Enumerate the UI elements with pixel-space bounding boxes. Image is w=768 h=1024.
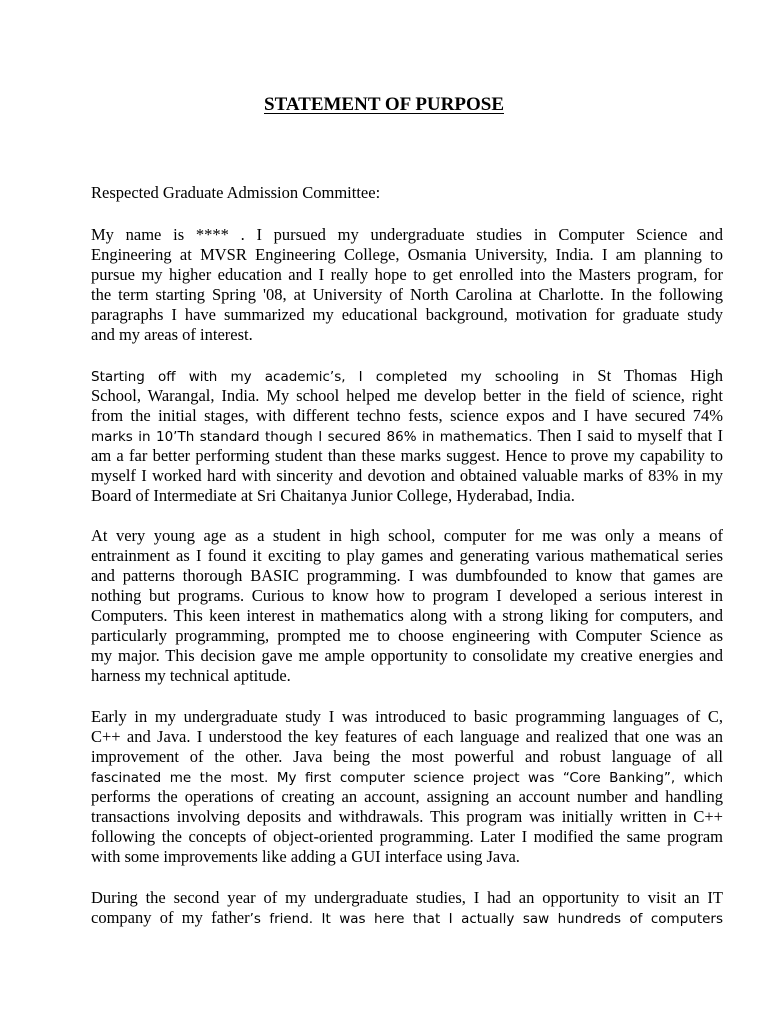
text-line: nothing but programs. Curious to know how to program I developed a serious interest in xyxy=(91,586,723,605)
text-segment: fascinated me the most. My first computer science project was “Core Banking”, which xyxy=(91,770,723,786)
text-line: Board of Intermediate at Sri Chaitanya Junior College, Hyderabad, India. xyxy=(91,486,575,505)
text-line: myself I worked hard with sincerity and devotion and obtained valuable marks of 83% in my xyxy=(91,466,723,485)
text-line: Early in my undergraduate study I was introduced to basic programming languages of C, xyxy=(91,707,723,726)
text-segment: Then I said to myself that I xyxy=(532,426,723,445)
paragraph-undergraduate xyxy=(91,707,723,867)
text-line: C++ and Java. I understood the key features of each language and realized that one was an xyxy=(91,727,723,746)
text-line: improvement of the other. Java being the most powerful and robust language of all xyxy=(91,747,723,766)
text-line: the term starting Spring '08, at University of North Carolina at Charlotte. In the following xyxy=(91,285,723,304)
text-line: At very young age as a student in high school, computer for me was only a means of xyxy=(91,526,723,545)
paragraph-schooling xyxy=(91,366,723,506)
text-line xyxy=(91,366,723,386)
text-line: pursue my higher education and I really hope to get enrolled into the Masters program, for xyxy=(91,265,723,284)
paragraph-early-interest xyxy=(91,526,723,686)
text-segment: Starting off with my academic’s, I completed my schooling in xyxy=(91,369,585,385)
paragraph-introduction xyxy=(91,225,723,345)
text-line: harness my technical aptitude. xyxy=(91,666,291,685)
text-line: and my areas of interest. xyxy=(91,325,253,344)
text-line: and patterns thorough BASIC programming. I was dumbfounded to know that games are xyxy=(91,566,723,585)
salutation: Respected Graduate Admission Committee: xyxy=(91,183,381,202)
text-line: following the concepts of object-oriented programming. Later I modified the same program xyxy=(91,827,723,846)
text-line: with some improvements like adding a GUI interface using Java. xyxy=(91,847,520,866)
text-segment: company of my father xyxy=(91,908,250,927)
text-line: School, Warangal, India. My school helped me develop better in the field of science, right xyxy=(91,386,723,405)
text-line xyxy=(91,908,723,928)
text-line: particularly programming, prompted me to choose engineering with Computer Science as xyxy=(91,626,723,645)
title-text: STATEMENT OF PURPOSE xyxy=(264,94,504,115)
text-line: entrainment as I found it exciting to play games and generating various mathematical series xyxy=(91,546,723,565)
document-title xyxy=(0,92,768,118)
text-line: My name is **** . I pursued my undergraduate studies in Computer Science and xyxy=(91,225,723,244)
text-line xyxy=(91,767,723,787)
text-line: transactions involving deposits and withdrawals. This program was initially written in C++ xyxy=(91,807,723,826)
text-line xyxy=(91,426,723,446)
text-line: Computers. This keen interest in mathematics along with a strong liking for computers, and xyxy=(91,606,723,625)
text-segment: St Thomas High xyxy=(584,366,723,385)
text-line: my major. This decision gave me ample opportunity to consolidate my creative energies and xyxy=(91,646,723,665)
text-line: from the initial stages, with different techno fests, science expos and I have secured 74% xyxy=(91,406,723,425)
text-line: paragraphs I have summarized my educational background, motivation for graduate study xyxy=(91,305,723,324)
text-line: During the second year of my undergraduate studies, I had an opportunity to visit an IT xyxy=(91,888,723,907)
text-segment: marks in 10’Th standard though I secured 86% in mathematics. xyxy=(91,429,533,445)
text-line: am a far better performing student than these marks suggest. Hence to prove my capability to xyxy=(91,446,723,465)
text-line: Engineering at MVSR Engineering College, Osmania University, India. I am planning to xyxy=(91,245,723,264)
text-segment: ’s friend. It was here that I actually saw hundreds of computers xyxy=(249,911,723,927)
text-line: performs the operations of creating an account, assigning an account number and handling xyxy=(91,787,723,806)
paragraph-it-visit xyxy=(91,888,723,928)
